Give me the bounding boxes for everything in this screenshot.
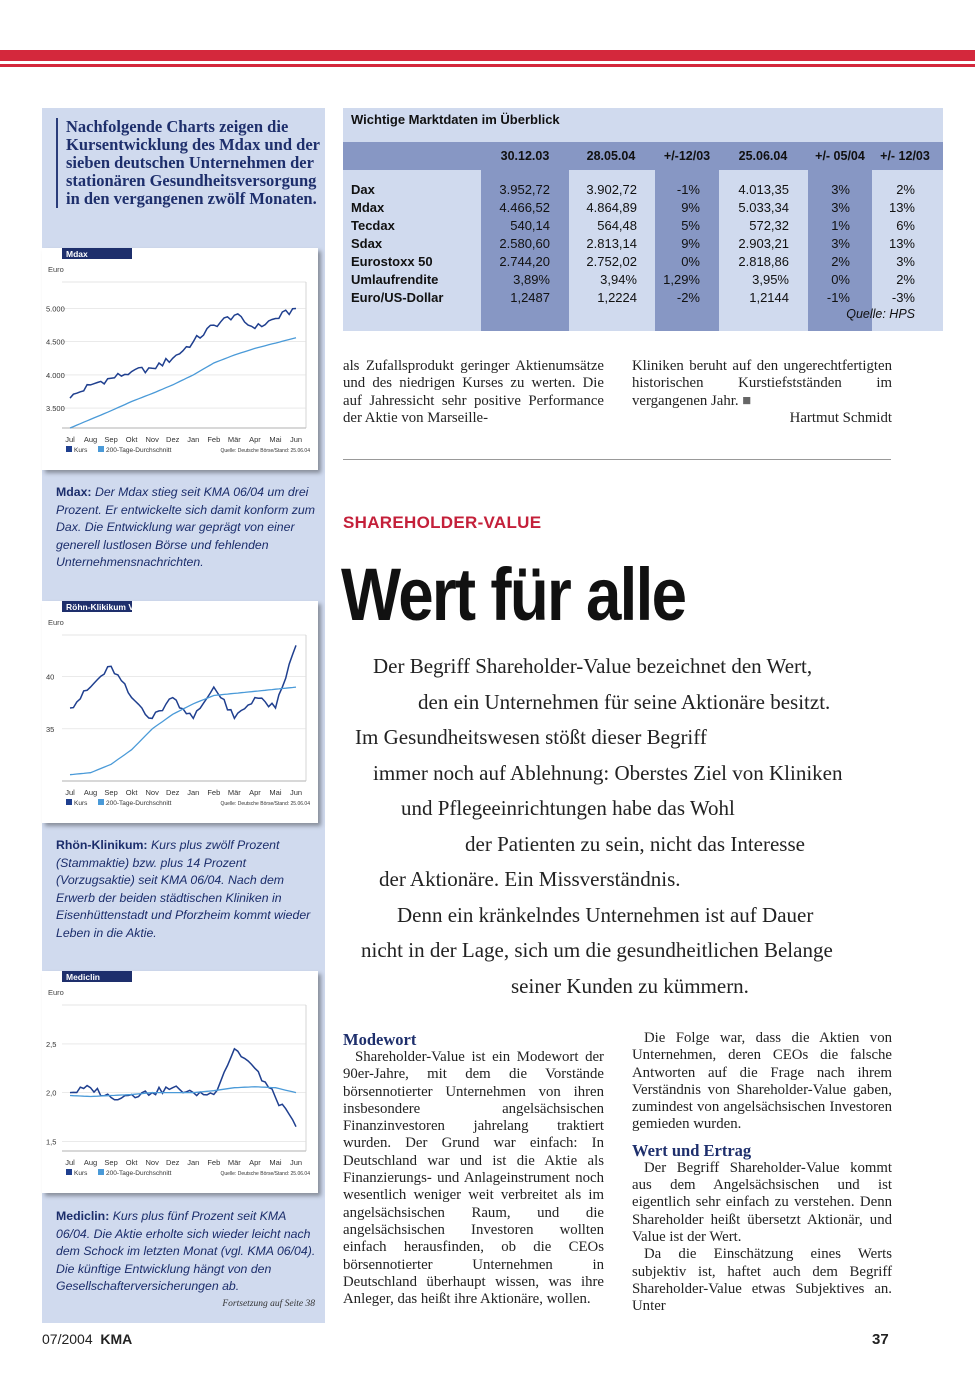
top-red-bar bbox=[0, 50, 975, 61]
brand: KMA bbox=[100, 1331, 133, 1347]
x-tick-label: Aug bbox=[83, 1158, 98, 1167]
x-tick-label: Mär bbox=[227, 1158, 241, 1167]
x-tick-label: Jul bbox=[65, 788, 75, 797]
y-tick-label: 1,5 bbox=[46, 1137, 57, 1147]
table-header-cell: +/-12/03 bbox=[663, 149, 711, 163]
chart-source: Quelle: Deutsche Börse/Stand: 25.06.04 bbox=[220, 448, 310, 454]
y-tick-label: 35 bbox=[46, 724, 55, 734]
table-cell: 564,48 bbox=[597, 218, 637, 233]
x-tick-label: Jun bbox=[289, 435, 303, 444]
lead-line: der Aktionäre. Ein Missverständnis. bbox=[379, 867, 681, 891]
x-tick-label: Okt bbox=[125, 1158, 138, 1167]
table-cell: 9% bbox=[681, 200, 700, 215]
y-axis-unit: Euro bbox=[48, 618, 64, 627]
table-header-cell: 25.06.04 bbox=[738, 149, 788, 163]
table-header-cell: +/- 05/04 bbox=[815, 149, 865, 163]
x-tick-label: Jul bbox=[65, 1158, 75, 1167]
y-tick-label: 4.000 bbox=[46, 370, 65, 380]
caption-mediclin-label: Mediclin: bbox=[56, 1209, 110, 1223]
paragraph-wert2: Da die Einschätzung eines Werts subjektiv ist, haftet auch dem Begriff Shareholder-Value etwas Subjektives an. Unter bbox=[632, 1246, 892, 1315]
chart-title: Mediclin bbox=[66, 972, 101, 982]
chart-rhoen bbox=[42, 601, 318, 823]
prev-article-col1 bbox=[343, 358, 604, 427]
y-axis-unit: Euro bbox=[48, 265, 64, 274]
paragraph-modewort: Shareholder-Value ist ein Modewort der 90er-Jahre, mit dem die Vorstände börsennotierter Unternehmen von ihren insbesondere angelsächsischen Finanzinvestoren jahrelang traktiert wurden. Der Grund war einfach: In Deutschland war und ist die Aktie als Finanzierungs- und Anlageinstrument noch wesentlich weniger weit verbreitet als im angelsächsischen Raum, und die angelsächsischen Investoren wollten einfach herausfinden, ob die CEOs börsennotierter Unternehmen in Deutschland überhaupt wissen, was ihre Anleger, das heißt ihre Aktionäre, wollen. bbox=[343, 1049, 604, 1308]
table-cell: 2% bbox=[831, 254, 850, 269]
prev-article-text1: als Zufallsprodukt geringer Aktienumsätze und des niedrigen Kurses zu werten. Die auf Jahressicht sehr positive Performance der Aktie von Marseille- bbox=[343, 358, 604, 426]
table-cell: 2.580,60 bbox=[499, 236, 550, 251]
page-number: 37 bbox=[872, 1331, 889, 1348]
series-kurs-line bbox=[70, 309, 296, 399]
table-cell: 0% bbox=[681, 254, 700, 269]
table-cell: 2.752,02 bbox=[586, 254, 637, 269]
legend-label-average: 200-Tage-Durchschnitt bbox=[106, 800, 172, 807]
prev-article-text2 bbox=[632, 358, 892, 410]
table-cell: 540,14 bbox=[510, 218, 550, 233]
x-tick-label: Apr bbox=[249, 788, 261, 797]
x-tick-label: Jun bbox=[289, 1158, 303, 1167]
table-cell: 2.903,21 bbox=[738, 236, 789, 251]
table-row-label: Umlaufrendite bbox=[351, 272, 439, 287]
caption-mdax bbox=[56, 484, 316, 572]
legend-label-average: 200-Tage-Durchschnitt bbox=[106, 447, 172, 454]
table-cell: 6% bbox=[896, 218, 915, 233]
x-tick-label: Nov bbox=[145, 788, 159, 797]
table-cell: -1% bbox=[676, 182, 700, 197]
x-tick-label: Feb bbox=[207, 435, 221, 444]
y-tick-label: 40 bbox=[46, 672, 55, 682]
x-tick-label: Dez bbox=[166, 788, 180, 797]
divider bbox=[343, 459, 891, 460]
legend-swatch-average bbox=[98, 799, 104, 805]
table-cell: 1,2487 bbox=[510, 290, 550, 305]
chart-mediclin-svg bbox=[42, 971, 318, 1193]
table-cell: 3,95% bbox=[752, 272, 789, 287]
table-cell: 3.952,72 bbox=[499, 182, 550, 197]
sidebar bbox=[42, 108, 325, 1323]
x-tick-label: Okt bbox=[125, 435, 138, 444]
chart-mdax-svg bbox=[42, 248, 318, 470]
table-cell: 1,2224 bbox=[597, 290, 637, 305]
x-tick-label: Jan bbox=[187, 788, 200, 797]
y-tick-label: 4.500 bbox=[46, 337, 65, 347]
caption-mdax-text: Der Mdax stieg seit KMA 06/04 um drei Prozent. Er entwickelte sich damit konform zum Dax. Die Entwicklung war geprägt von einer generell lustlosen Börse und fehlenden Unternehmensnachrichten. bbox=[56, 485, 316, 570]
table-cell: 0% bbox=[831, 272, 850, 287]
paragraph-wert1: Der Begriff Shareholder-Value kommt aus dem Angelsächsischen und ist eigentlich sehr einfach zu verstehen. Denn Shareholder heißt übersetzt Aktionär, und Value ist der Wert. bbox=[632, 1159, 892, 1245]
legend-swatch-kurs bbox=[66, 446, 72, 452]
table-cell: 9% bbox=[681, 236, 700, 251]
x-tick-label: Apr bbox=[249, 1158, 261, 1167]
y-tick-label: 2,0 bbox=[46, 1088, 57, 1098]
table-cell: 3% bbox=[831, 200, 850, 215]
chart-title: Mdax bbox=[66, 249, 88, 259]
lead-line: und Pflegeeinrichtungen habe das Wohl bbox=[401, 796, 735, 820]
caption-rhoen-text: Kurs plus zwölf Prozent (Stammaktie) bzw. plus 14 Prozent (Vorzugsaktie) seit KMA 06/04. Nach dem Erwerb der beiden städtischen Kliniken in Eisenhüttenstadt und Pforzheim kommt wieder Leben in die Aktie. bbox=[56, 838, 311, 940]
lead-line: immer noch auf Ablehnung: Oberstes Ziel von Kliniken bbox=[373, 760, 843, 785]
table-cell: -1% bbox=[826, 290, 850, 305]
table-cell: 3% bbox=[896, 254, 915, 269]
table-cell: 5% bbox=[681, 218, 700, 233]
table-cell: 2% bbox=[896, 272, 915, 287]
lead-line: der Patienten zu sein, nicht das Interesse bbox=[465, 831, 805, 856]
caption-mdax-label: Mdax: bbox=[56, 485, 92, 499]
table-cell: 3.902,72 bbox=[586, 182, 637, 197]
paragraph-folge: Die Folge war, dass die Aktien von Unternehmen, deren CEOs die falsche Antworten auf die Frage nach ihrem Verständnis von Shareholder-Value gaben, zumindest von angelsächsischen Investoren gemieden wurden. bbox=[632, 1030, 892, 1133]
table-cell: -3% bbox=[891, 290, 915, 305]
table-row-label: Eurostoxx 50 bbox=[351, 254, 433, 269]
table-cell: -2% bbox=[676, 290, 700, 305]
legend-swatch-kurs bbox=[66, 1169, 72, 1175]
x-tick-label: Aug bbox=[83, 788, 98, 797]
market-data-table bbox=[343, 108, 943, 331]
x-tick-label: Mai bbox=[269, 788, 282, 797]
table-cell: 2.818,86 bbox=[738, 254, 789, 269]
table-cell: 13% bbox=[888, 200, 915, 215]
table-header-cell: 28.05.04 bbox=[586, 149, 636, 163]
caption-mediclin bbox=[56, 1208, 316, 1296]
x-tick-label: Okt bbox=[125, 788, 138, 797]
x-tick-label: Mai bbox=[269, 1158, 282, 1167]
series-kurs-line bbox=[70, 645, 296, 718]
caption-rhoen bbox=[56, 837, 316, 943]
lead-line: Im Gesundheitswesen stößt dieser Begriff bbox=[355, 725, 707, 749]
table-cell: 4.864,89 bbox=[586, 200, 637, 215]
x-tick-label: Feb bbox=[207, 1158, 221, 1167]
series-average-line bbox=[70, 687, 296, 775]
caption-rhoen-label: Rhön-Klinikum: bbox=[56, 838, 148, 852]
legend-swatch-average bbox=[98, 446, 104, 452]
legend-swatch-kurs bbox=[66, 799, 72, 805]
x-tick-label: Mär bbox=[227, 788, 241, 797]
y-axis-unit: Euro bbox=[48, 988, 64, 997]
table-cell: 2.813,14 bbox=[586, 236, 637, 251]
top-red-rule bbox=[0, 64, 975, 67]
x-tick-label: Jan bbox=[187, 1158, 200, 1167]
x-tick-label: Nov bbox=[145, 1158, 159, 1167]
table-row-label: Mdax bbox=[351, 200, 385, 215]
table-title: Wichtige Marktdaten im Überblick bbox=[351, 112, 560, 127]
table-cell: 3% bbox=[831, 182, 850, 197]
table-cell: 2.744,20 bbox=[499, 254, 550, 269]
lead-line: Denn ein kränkelndes Unternehmen ist auf Dauer bbox=[397, 902, 814, 927]
legend-swatch-average bbox=[98, 1169, 104, 1175]
table-row-label: Euro/US-Dollar bbox=[351, 290, 444, 305]
prev-article-col2 bbox=[632, 358, 892, 427]
kicker: SHAREHOLDER-VALUE bbox=[343, 513, 542, 532]
chart-title: Röhn-Klikikum VzA bbox=[66, 602, 145, 612]
x-tick-label: Dez bbox=[166, 1158, 180, 1167]
lead-line: seiner Kunden zu kümmern. bbox=[511, 973, 749, 998]
x-tick-label: Sep bbox=[104, 1158, 118, 1167]
chart-rhoen-svg bbox=[42, 601, 318, 823]
x-tick-label: Mai bbox=[269, 435, 282, 444]
table-cell: 5.033,34 bbox=[738, 200, 789, 215]
headline: Wert für alle bbox=[341, 553, 686, 636]
issue-date: 07/2004 bbox=[42, 1331, 93, 1347]
series-average-line bbox=[70, 1087, 296, 1097]
table-header-cell: +/- 12/03 bbox=[880, 149, 930, 163]
x-tick-label: Mär bbox=[227, 435, 241, 444]
table-cell: 4.013,35 bbox=[738, 182, 789, 197]
table-row-label: Sdax bbox=[351, 236, 383, 251]
table-row-label: Dax bbox=[351, 182, 375, 197]
legend-label-kurs: Kurs bbox=[74, 800, 88, 807]
chart-mediclin bbox=[42, 971, 318, 1193]
chart-source: Quelle: Deutsche Börse/Stand: 25.06.04 bbox=[220, 1171, 310, 1177]
y-tick-label: 2,5 bbox=[46, 1039, 57, 1049]
table-cell: 1% bbox=[831, 218, 850, 233]
table-cell: 4.466,52 bbox=[499, 200, 550, 215]
x-tick-label: Jun bbox=[289, 788, 303, 797]
table-cell: 1,29% bbox=[663, 272, 700, 287]
continuation-note: Fortsetzung auf Seite 38 bbox=[222, 1299, 315, 1309]
x-tick-label: Dez bbox=[166, 435, 180, 444]
author: Hartmut Schmidt bbox=[789, 409, 892, 426]
legend-label-average: 200-Tage-Durchschnitt bbox=[106, 1170, 172, 1177]
caption-mediclin-text: Kurs plus fünf Prozent seit KMA 06/04. Die Aktie erholte sich wieder leicht nach dem Schock im letzten Monat (vgl. KMA 06/04). Die künftige Entwicklung hängt von den Gesellschafterversicherungen ab. bbox=[56, 1209, 316, 1294]
table-cell: 3% bbox=[831, 236, 850, 251]
subhead-wert-und-ertrag: Wert und Ertrag bbox=[632, 1140, 752, 1160]
table-row-label: Tecdax bbox=[351, 218, 395, 233]
chart-mdax bbox=[42, 248, 318, 470]
x-tick-label: Apr bbox=[249, 435, 261, 444]
x-tick-label: Sep bbox=[104, 435, 118, 444]
footer-issue bbox=[42, 1331, 132, 1347]
table-cell: 1,2144 bbox=[749, 290, 789, 305]
table-cell: 2% bbox=[896, 182, 915, 197]
table-source: Quelle: HPS bbox=[846, 307, 915, 321]
lead-line: Der Begriff Shareholder-Value bezeichnet den Wert, bbox=[373, 654, 813, 678]
table-header-cell: 30.12.03 bbox=[500, 149, 550, 163]
lead-paragraph bbox=[343, 649, 893, 1004]
sidebar-intro: Nachfolgende Charts zeigen die Kursentwicklung des Mdax und der sieben deutschen Unternehmen der stationären Gesundheitsversorgung in den vergangenen zwölf Monaten. bbox=[56, 118, 326, 208]
article-col1 bbox=[343, 1030, 604, 1308]
table-cell: 3,94% bbox=[600, 272, 637, 287]
prev-article-text2-body: Kliniken beruht auf den ungerechtfertigten historischen Kurstiefstständen im vergangenen Jahr. bbox=[632, 358, 892, 409]
x-tick-label: Feb bbox=[207, 788, 221, 797]
chart-source: Quelle: Deutsche Börse/Stand: 25.06.04 bbox=[220, 801, 310, 807]
table-cell: 13% bbox=[888, 236, 915, 251]
x-tick-label: Aug bbox=[83, 435, 98, 444]
x-tick-label: Nov bbox=[145, 435, 159, 444]
table-cell: 572,32 bbox=[749, 218, 789, 233]
subhead-modewort: Modewort bbox=[343, 1030, 417, 1049]
lead-line: den ein Unternehmen für seine Aktionäre besitzt. bbox=[418, 689, 831, 714]
article-col2 bbox=[632, 1030, 892, 1315]
lead-line: nicht in der Lage, sich um die gesundheitlichen Belange bbox=[361, 938, 833, 962]
x-tick-label: Sep bbox=[104, 788, 118, 797]
legend-label-kurs: Kurs bbox=[74, 1170, 88, 1177]
end-mark: ■ bbox=[742, 392, 752, 409]
x-tick-label: Jan bbox=[187, 435, 200, 444]
legend-label-kurs: Kurs bbox=[74, 447, 88, 454]
table-cell: 3,89% bbox=[513, 272, 550, 287]
y-tick-label: 5.000 bbox=[46, 304, 65, 314]
y-tick-label: 3.500 bbox=[46, 404, 65, 414]
x-tick-label: Jul bbox=[65, 435, 75, 444]
